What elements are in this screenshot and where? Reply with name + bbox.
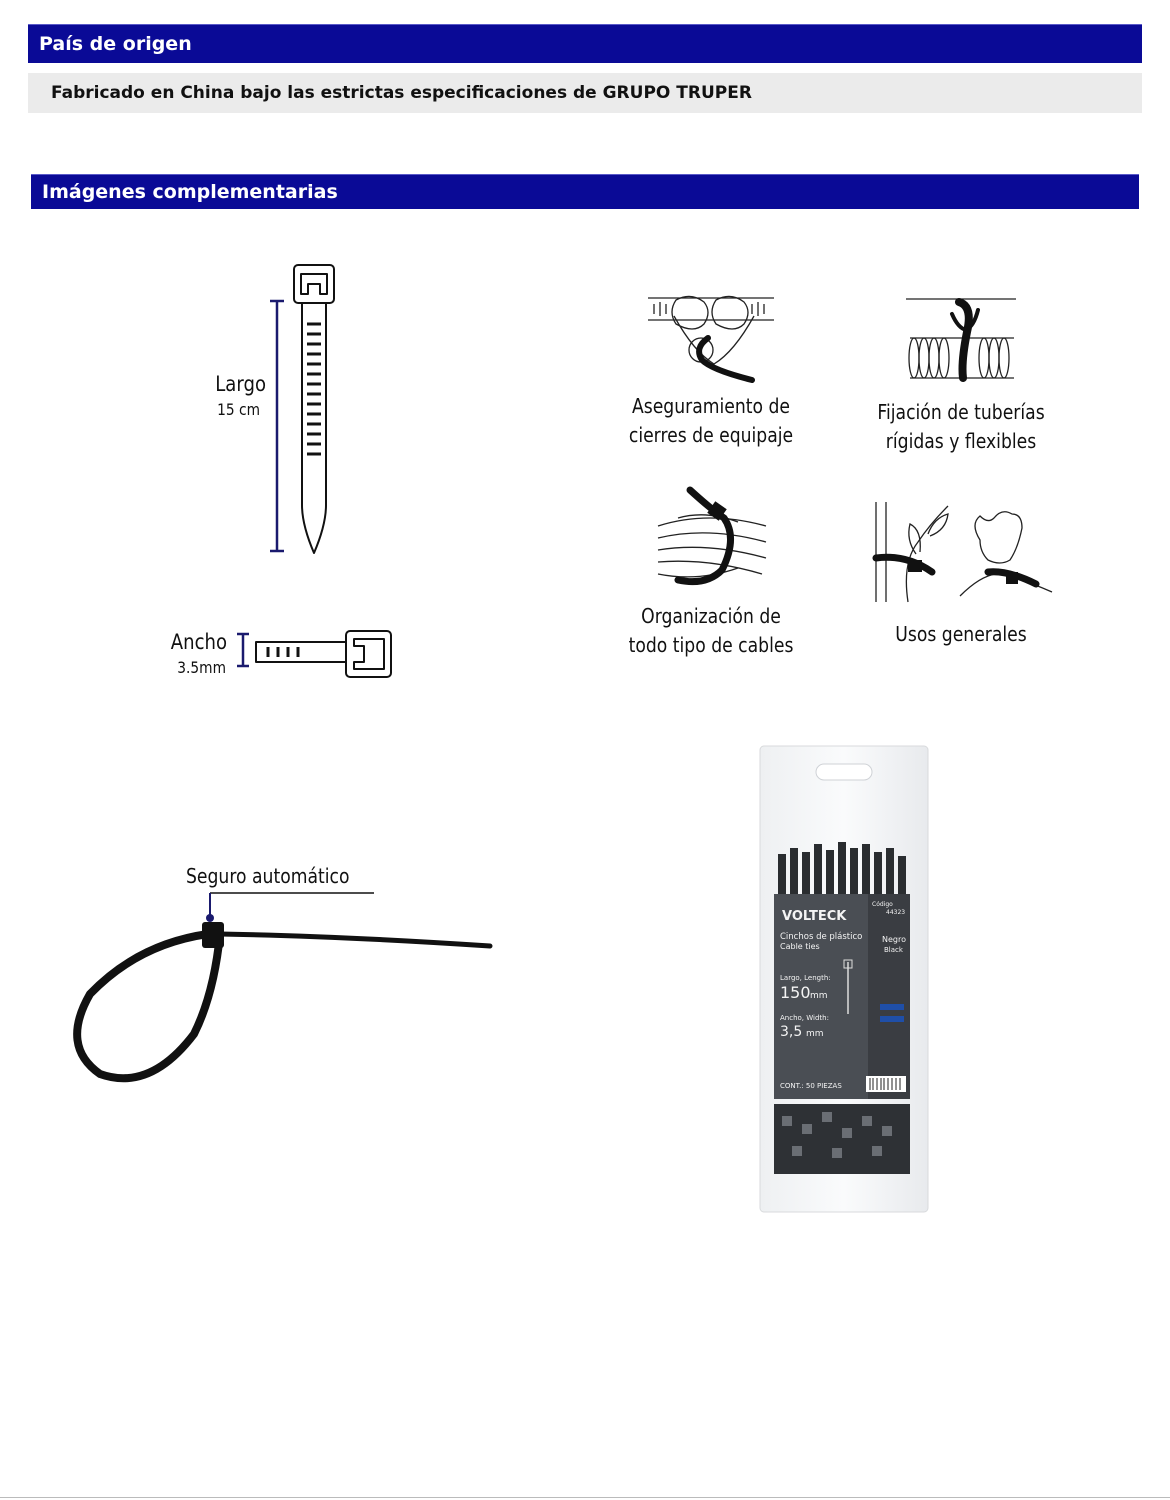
use-caption-line: Fijación de tuberías [877,400,1045,424]
use-caption-pipes [866,398,1057,456]
page-bottom-rule [0,1497,1170,1498]
package-contents: CONT.: 50 PIEZAS [780,1082,842,1090]
package-product-es: Cinchos de plástico [780,932,863,942]
width-value: 3.5mm [177,658,226,677]
use-caption-general [866,620,1057,649]
package-product-en: Cable ties [780,942,820,951]
package-code-label: Código [872,901,893,908]
use-caption-line: Organización de [641,604,781,628]
package-length-unit: mm [810,991,828,1001]
section-header-origin: País de origen [28,24,1142,63]
package-length-value: 150 [780,983,811,1002]
width-label: Ancho [170,630,227,654]
pipe-fastening-icon [904,292,1020,384]
use-caption-line: todo tipo de cables [628,633,794,657]
length-value: 15 cm [217,400,260,419]
general-use-icon [872,500,1060,606]
package-width-label: Ancho, Width: [780,1014,829,1022]
packaged-tie-heads [774,1104,910,1174]
use-caption-luggage [616,392,807,450]
cable-tie-width-diagram [236,626,396,682]
origin-text: Fabricado en China bajo las estrictas especificaciones de GRUPO TRUPER [28,73,1142,113]
length-dimension-line [270,301,284,551]
use-caption-line: Aseguramiento de [632,394,790,418]
use-caption-line: rígidas y flexibles [885,429,1037,453]
package-code: 44323 [886,909,906,916]
package-width-unit: mm [806,1029,824,1039]
package-color-es: Negro [882,935,906,944]
length-label: Largo [215,372,266,396]
automatic-lock-label: Seguro automático [186,864,350,888]
package-width-value: 3,5 [780,1024,803,1040]
cable-bundle-icon [654,486,772,586]
package-color-en: Black [884,946,903,954]
use-caption-line: cierres de equipaje [628,423,794,447]
product-package [756,744,932,1214]
cable-tie-length-diagram [260,262,340,562]
luggage-zipper-icon [646,290,778,382]
cable-tie-loop-illustration [60,860,500,1090]
use-caption-cables [616,602,807,660]
package-length-label: Largo, Length: [780,974,831,982]
package-brand: VOLTECK [782,909,847,924]
section-header-images: Imágenes complementarias [31,174,1139,209]
use-caption-line: Usos generales [895,622,1027,646]
tie-teeth [307,324,321,454]
